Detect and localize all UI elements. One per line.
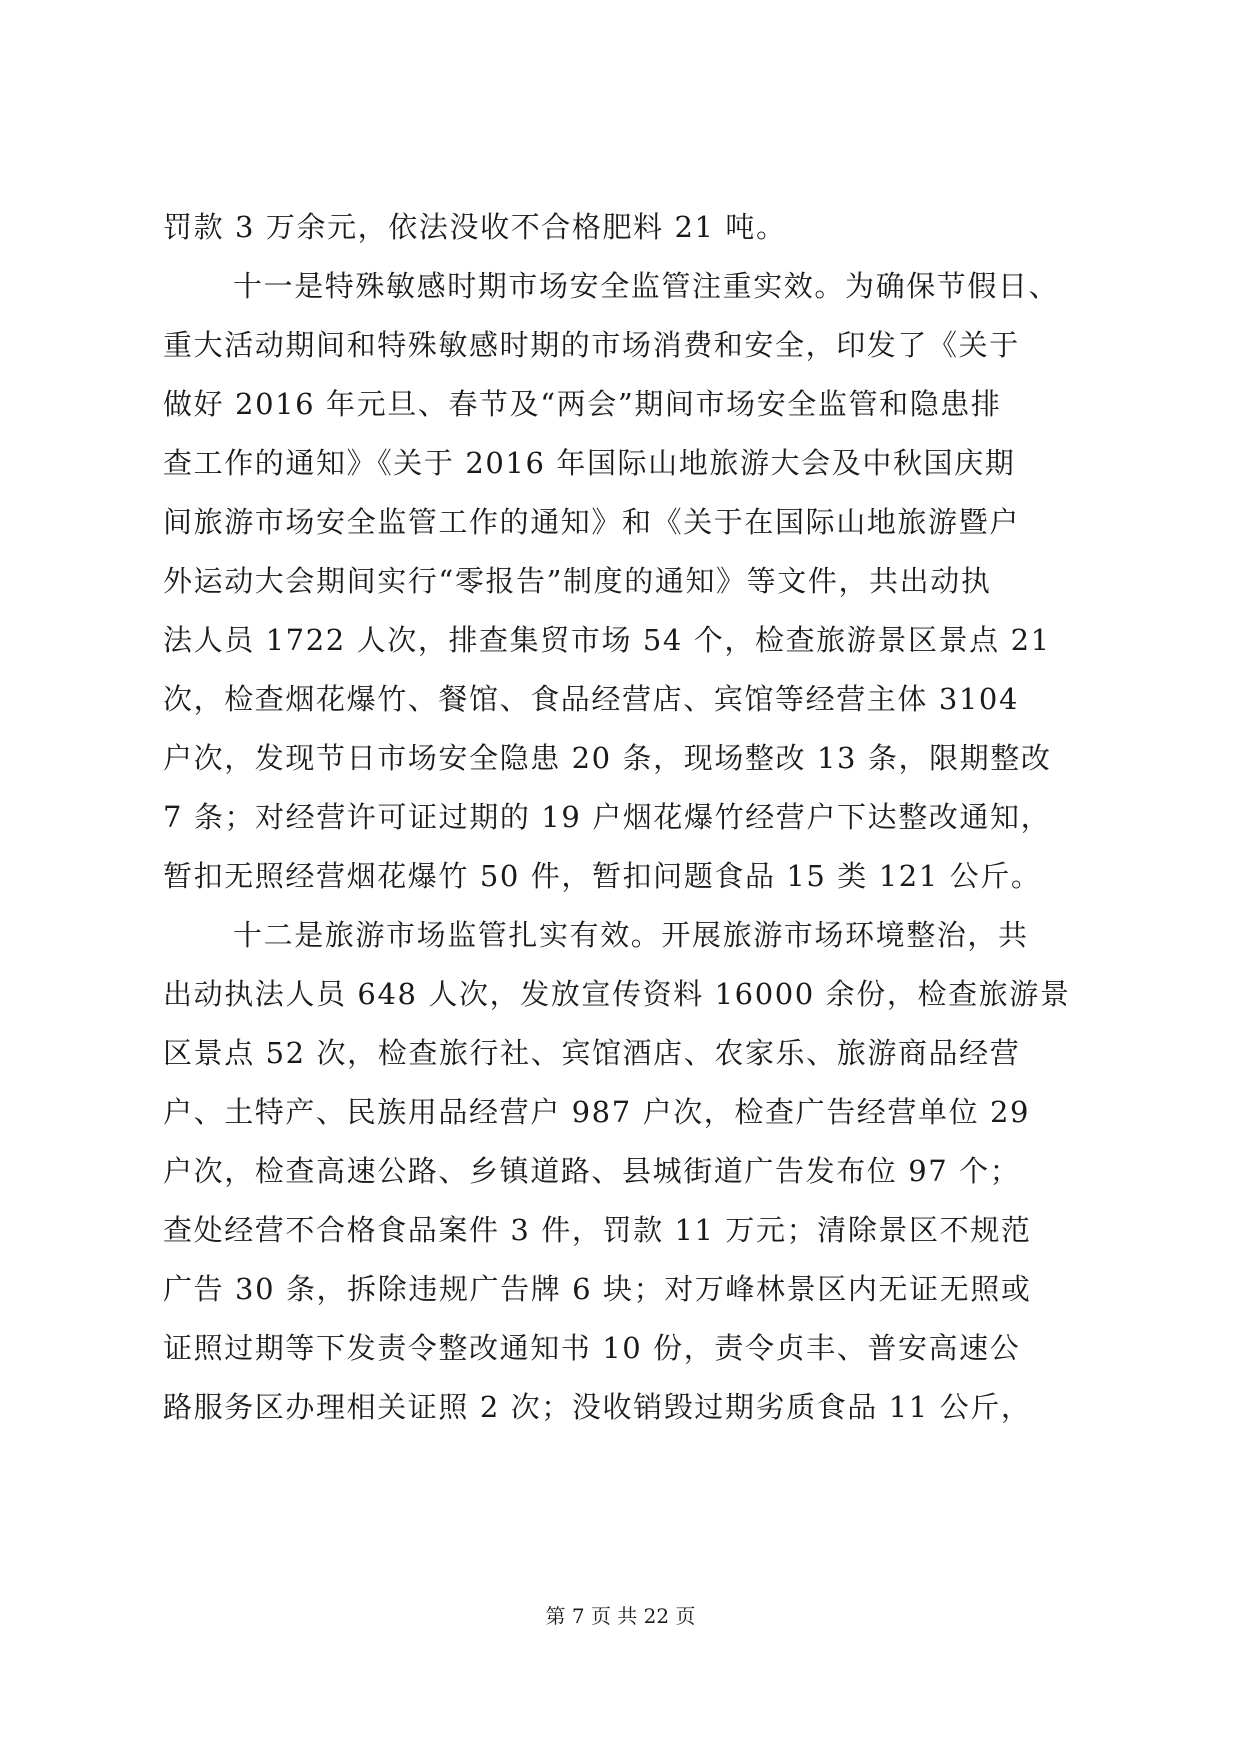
- text-line: 出动执法人员 648 人次，发放宣传资料 16000 余份，检查旅游景: [163, 977, 1071, 1011]
- text-line: 广告 30 条，拆除违规广告牌 6 块；对万峰林景区内无证无照或: [163, 1272, 1032, 1306]
- paragraph-start-line: 十一是特殊敏感时期市场安全监管注重实效。为确保节假日、: [233, 269, 1060, 303]
- text-line: 区景点 52 次，检查旅行社、宾馆酒店、农家乐、旅游商品经营: [163, 1036, 1021, 1070]
- text-line: 法人员 1722 人次，排查集贸市场 54 个，检查旅游景区景点 21: [163, 623, 1051, 657]
- text-line: 做好 2016 年元旦、春节及“两会”期间市场安全监管和隐患排: [163, 387, 1002, 421]
- page-number-footer: 第 7 页 共 22 页: [545, 1604, 696, 1628]
- text-line: 暂扣无照经营烟花爆竹 50 件，暂扣问题食品 15 类 121 公斤。: [163, 859, 1042, 893]
- text-line: 外运动大会期间实行“零报告”制度的通知》等文件，共出动执: [163, 564, 992, 598]
- paragraph-start-line: 十二是旅游市场监管扎实有效。开展旅游市场环境整治，共: [233, 918, 1029, 952]
- text-line: 户、土特产、民族用品经营户 987 户次，检查广告经营单位 29: [163, 1095, 1031, 1129]
- text-line: 证照过期等下发责令整改通知书 10 份，责令贞丰、普安高速公: [163, 1331, 1021, 1365]
- text-line: 7 条；对经营许可证过期的 19 户烟花爆竹经营户下达整改通知，: [163, 800, 1052, 834]
- text-line: 次，检查烟花爆竹、餐馆、食品经营店、宾馆等经营主体 3104: [163, 682, 1020, 716]
- text-line: 重大活动期间和特殊敏感时期的市场消费和安全，印发了《关于: [163, 328, 1020, 362]
- text-line: 户次，发现节日市场安全隐患 20 条，现场整改 13 条，限期整改: [163, 741, 1052, 775]
- text-line: 路服务区办理相关证照 2 次；没收销毁过期劣质食品 11 公斤，: [163, 1390, 1032, 1424]
- text-line: 户次，检查高速公路、乡镇道路、县城街道广告发布位 97 个；: [163, 1154, 1021, 1188]
- text-line: 间旅游市场安全监管工作的通知》和《关于在国际山地旅游暨户: [163, 505, 1020, 539]
- text-line: 罚款 3 万余元，依法没收不合格肥料 21 吨。: [163, 210, 787, 244]
- text-line: 查处经营不合格食品案件 3 件，罚款 11 万元；清除景区不规范: [163, 1213, 1032, 1247]
- text-line: 查工作的通知》《关于 2016 年国际山地旅游大会及中秋国庆期: [163, 446, 1016, 480]
